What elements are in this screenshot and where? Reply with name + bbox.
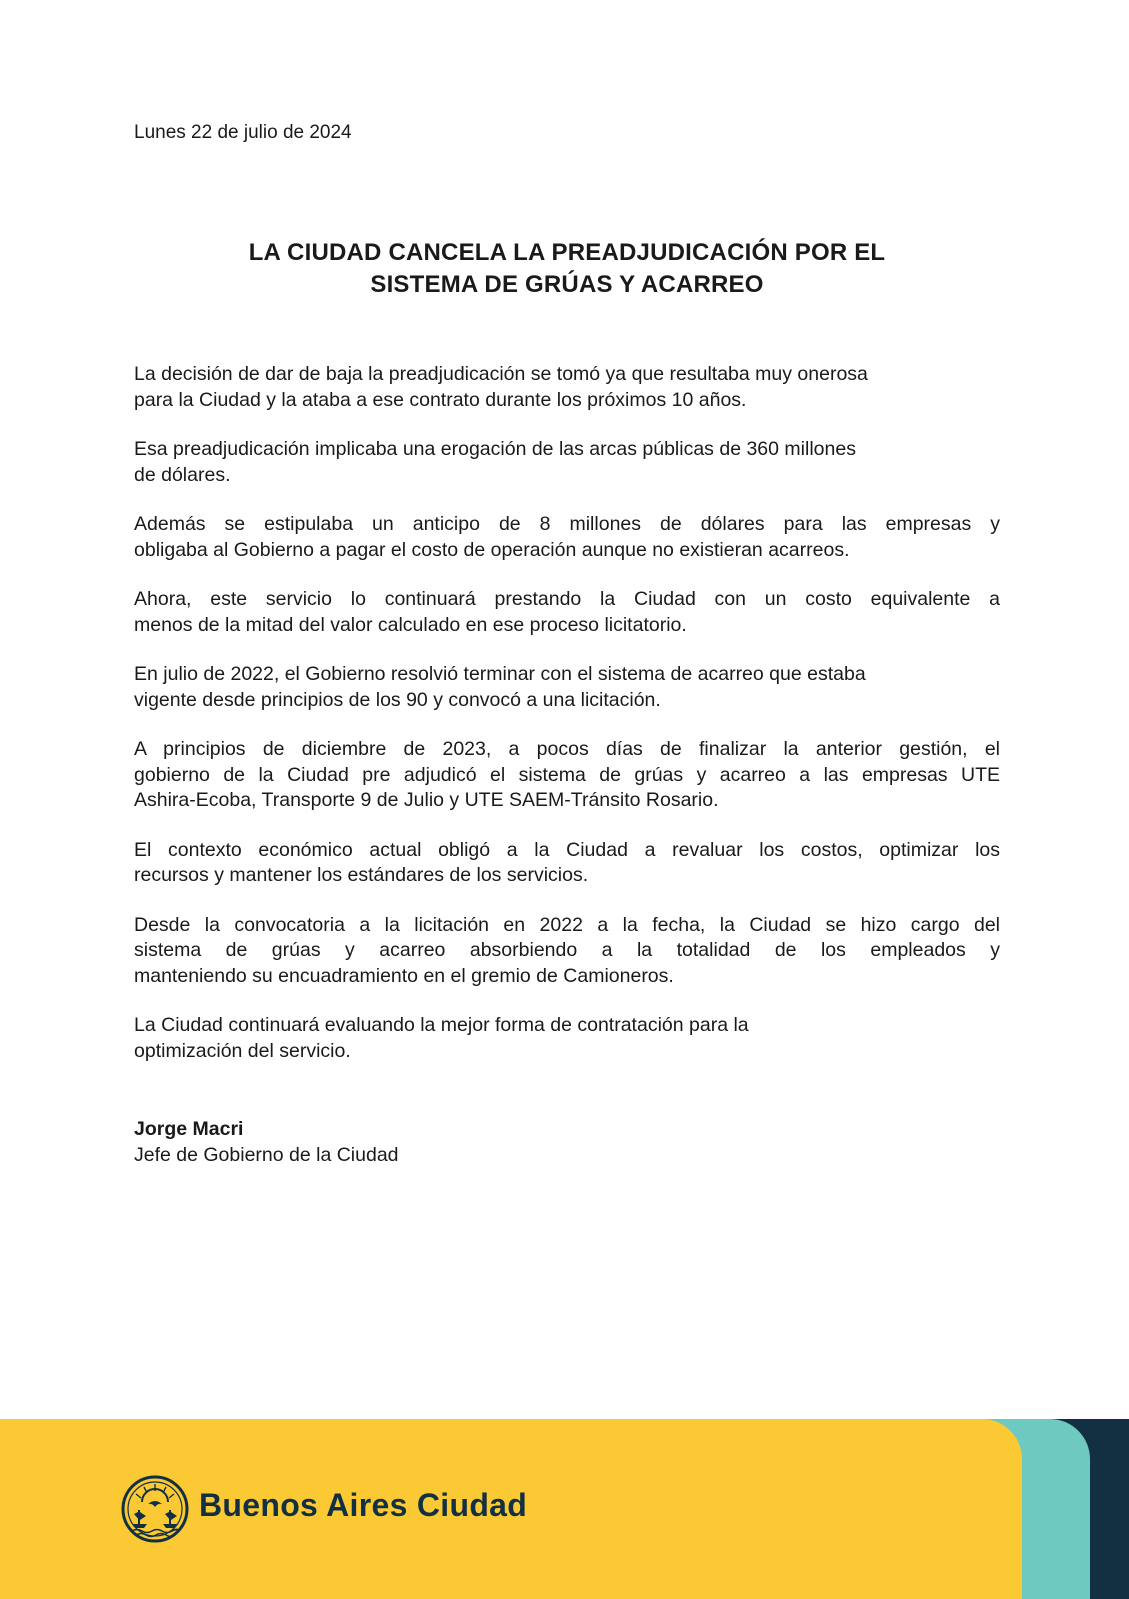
paragraph	[134, 587, 1000, 638]
press-release-body	[134, 362, 1000, 1088]
paragraph-line: La decisión de dar de baja la preadjudicación se tomó ya que resultaba muy onerosa	[134, 363, 868, 385]
paragraph-line: optimización del servicio.	[134, 1039, 351, 1062]
paragraph-line: manteniendo su encuadramiento en el gremio de Camioneros.	[134, 964, 674, 987]
signature-block	[134, 1117, 399, 1168]
title-line: SISTEMA DE GRÚAS Y ACARREO	[370, 271, 764, 298]
paragraph	[134, 362, 1000, 413]
signatory-name: Jorge Macri	[134, 1118, 244, 1140]
city-seal-icon	[120, 1474, 190, 1544]
paragraph	[134, 512, 1000, 563]
signatory-role: Jefe de Gobierno de la Ciudad	[134, 1143, 399, 1166]
title-line: LA CIUDAD CANCELA LA PREADJUDICACIÓN POR EL	[248, 239, 886, 266]
paragraph-line: En julio de 2022, el Gobierno resolvió terminar con el sistema de acarreo que estaba	[134, 663, 866, 685]
paragraph	[134, 913, 1000, 990]
paragraph-line: recursos y mantener los estándares de los servicios.	[134, 864, 589, 886]
paragraph-line: Además se estipulaba un anticipo de 8 millones de dólares para las empresas y	[134, 513, 1000, 535]
paragraph-line: vigente desde principios de los 90 y convocó a una licitación.	[134, 688, 661, 711]
paragraph-line: menos de la mitad del valor calculado en ese proceso licitatorio.	[134, 613, 687, 636]
paragraph-line: para la Ciudad y la ataba a ese contrato durante los próximos 10 años.	[134, 388, 747, 411]
paragraph	[134, 737, 1000, 814]
press-release-title	[134, 237, 1000, 301]
press-release-date: Lunes 22 de julio de 2024	[134, 122, 352, 143]
paragraph-line: A principios de diciembre de 2023, a pocos días de finalizar la anterior gestión, el	[134, 738, 1000, 760]
paragraph	[134, 662, 1000, 713]
paragraph	[134, 1013, 1000, 1064]
paragraph-line: Ashira-Ecoba, Transporte 9 de Julio y UTE SAEM-Tránsito Rosario.	[134, 789, 719, 811]
brand-name: Buenos Aires Ciudad	[199, 1487, 528, 1523]
paragraph-line: de dólares.	[134, 463, 231, 486]
paragraph-line: obligaba al Gobierno a pagar el costo de operación aunque no existieran acarreos.	[134, 538, 850, 561]
paragraph	[134, 838, 1000, 889]
paragraph-line: La Ciudad continuará evaluando la mejor forma de contratación para la	[134, 1014, 749, 1036]
paragraph-line: Ahora, este servicio lo continuará prestando la Ciudad con un costo equivalente a	[134, 588, 1000, 610]
paragraph-line: gobierno de la Ciudad pre adjudicó el sistema de grúas y acarreo a las empresas UTE	[134, 763, 1000, 786]
paragraph-line: Esa preadjudicación implicaba una erogación de las arcas públicas de 360 millones	[134, 438, 856, 460]
paragraph	[134, 437, 1000, 488]
paragraph-line: Desde la convocatoria a la licitación en 2022 a la fecha, la Ciudad se hizo cargo del	[134, 913, 1000, 936]
paragraph-line: El contexto económico actual obligó a la Ciudad a revaluar los costos, optimizar los	[134, 838, 1000, 861]
paragraph-line: sistema de grúas y acarreo absorbiendo a la totalidad de los empleados y	[134, 939, 1000, 961]
